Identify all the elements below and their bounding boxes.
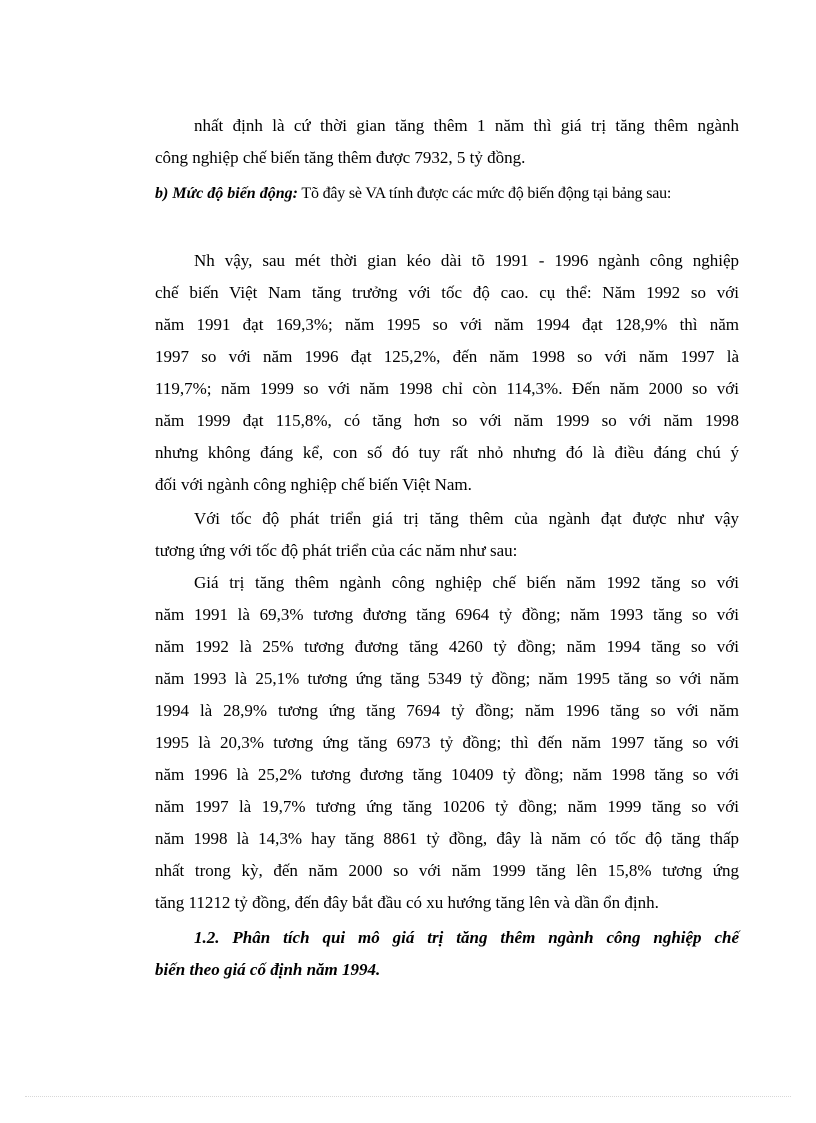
text-line: năm 1998 là 14,3% hay tăng 8861 tỷ đồng, đây là năm có tốc độ tăng thấp <box>155 829 739 848</box>
text-line: Nh vậy, sau mét thời gian kéo dài tõ 1991 - 1996 ngành công nghiệp <box>194 251 739 270</box>
text-line: năm 1999 đạt 115,8%, có tăng hơn so với năm 1999 so với năm 1998 <box>155 411 739 430</box>
heading-line: 1.2. Phân tích qui mô giá trị tăng thêm ngành công nghiệp chế <box>194 928 739 947</box>
text-line: nhất định là cứ thời gian tăng thêm 1 năm thì giá trị tăng thêm ngành <box>194 116 739 135</box>
text-line: 1997 so với năm 1996 đạt 125,2%, đến năm 1998 so với năm 1997 là <box>155 347 739 366</box>
intro-paragraph <box>155 110 739 174</box>
text-line: năm 1996 là 25,2% tương đương tăng 10409 tỷ đồng; năm 1998 tăng so với <box>155 765 739 784</box>
text-line: công nghiệp chế biến tăng thêm được 7932, 5 tỷ đồng. <box>155 148 526 167</box>
text-line: 1994 là 28,9% tương ứng tăng 7694 tỷ đồng; năm 1996 tăng so với năm <box>155 701 739 720</box>
heading-line: biến theo giá cố định năm 1994. <box>155 960 381 979</box>
text-line: năm 1991 đạt 169,3%; năm 1995 so với năm 1994 đạt 128,9% thì năm <box>155 315 739 334</box>
section-b-label: b) Mức độ biến động: <box>155 185 298 202</box>
text-line: năm 1997 là 19,7% tương ứng tăng 10206 tỷ đồng; năm 1999 tăng so với <box>155 797 739 816</box>
text-line: năm 1991 là 69,3% tương đương tăng 6964 tỷ đồng; năm 1993 tăng so với <box>155 605 739 624</box>
rate-paragraph <box>155 503 739 567</box>
text-line: nhưng không đáng kể, con số đó tuy rất nhỏ nhưng đó là điều đáng chú ý <box>155 443 739 462</box>
section-b-heading <box>155 180 755 208</box>
summary-paragraph <box>155 245 739 501</box>
text-line: 119,7%; năm 1999 so với năm 1998 chỉ còn 114,3%. Đến năm 2000 so với <box>155 379 739 398</box>
text-line: 1995 là 20,3% tương ứng tăng 6973 tỷ đồng; thì đến năm 1997 tăng so với <box>155 733 739 752</box>
text-line: đối với ngành công nghiệp chế biến Việt Nam. <box>155 475 472 494</box>
text-line: tương ứng với tốc độ phát triển của các năm như sau: <box>155 541 518 560</box>
page-bottom-rule <box>25 1096 791 1097</box>
text-line: Với tốc độ phát triển giá trị tăng thêm của ngành đạt được như vậy <box>194 509 739 528</box>
text-line: năm 1993 là 25,1% tương ứng tăng 5349 tỷ đồng; năm 1995 tăng so với năm <box>155 669 739 688</box>
text-line: năm 1992 là 25% tương đương tăng 4260 tỷ đồng; năm 1994 tăng so với <box>155 637 739 656</box>
text-line: chế biến Việt Nam tăng trưởng với tốc độ cao. cụ thể: Năm 1992 so với <box>155 283 739 302</box>
text-line: Giá trị tăng thêm ngành công nghiệp chế biến năm 1992 tăng so với <box>194 573 739 592</box>
section-1-2-heading <box>155 922 739 986</box>
text-line: nhất trong kỳ, đến năm 2000 so với năm 1999 tăng lên 15,8% tương ứng <box>155 861 739 880</box>
text-line: tăng 11212 tỷ đồng, đến đây bắt đầu có xu hướng tăng lên và dần ổn định. <box>155 893 659 912</box>
growth-paragraph <box>155 567 739 919</box>
section-b-text: Tõ đây sè VA tính được các mức độ biến động tại bảng sau: <box>297 185 672 202</box>
